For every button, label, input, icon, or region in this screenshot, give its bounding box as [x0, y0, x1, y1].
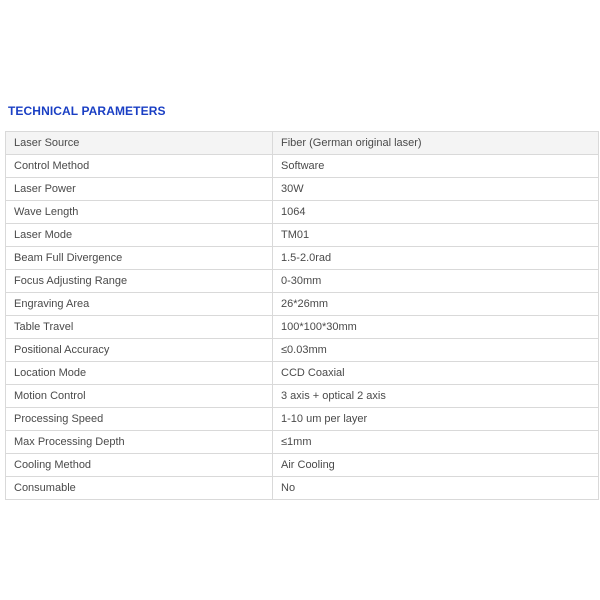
- param-label: Control Method: [6, 155, 273, 178]
- param-label: Cooling Method: [6, 454, 273, 477]
- param-label: Motion Control: [6, 385, 273, 408]
- param-value: Fiber (German original laser): [273, 132, 599, 155]
- param-value: 1-10 um per layer: [273, 408, 599, 431]
- param-label: Location Mode: [6, 362, 273, 385]
- table-row: [6, 155, 599, 178]
- param-label: Engraving Area: [6, 293, 273, 316]
- param-value: ≤1mm: [273, 431, 599, 454]
- table-row: [6, 201, 599, 224]
- param-value: CCD Coaxial: [273, 362, 599, 385]
- table-row: [6, 270, 599, 293]
- table-row: [6, 477, 599, 500]
- table-row: [6, 293, 599, 316]
- param-value: 1064: [273, 201, 599, 224]
- param-value: 30W: [273, 178, 599, 201]
- param-value: 26*26mm: [273, 293, 599, 316]
- table-row: [6, 224, 599, 247]
- param-label: Table Travel: [6, 316, 273, 339]
- technical-parameters-table: [5, 131, 599, 500]
- param-label: Wave Length: [6, 201, 273, 224]
- table-row: [6, 454, 599, 477]
- param-value: 100*100*30mm: [273, 316, 599, 339]
- param-value: TM01: [273, 224, 599, 247]
- param-value: Software: [273, 155, 599, 178]
- table-row: [6, 132, 599, 155]
- param-label: Beam Full Divergence: [6, 247, 273, 270]
- table-row: [6, 316, 599, 339]
- table-row: [6, 385, 599, 408]
- param-label: Positional Accuracy: [6, 339, 273, 362]
- param-label: Laser Power: [6, 178, 273, 201]
- table-row: [6, 339, 599, 362]
- param-value: ≤0.03mm: [273, 339, 599, 362]
- param-label: Focus Adjusting Range: [6, 270, 273, 293]
- table-row: [6, 408, 599, 431]
- param-value: No: [273, 477, 599, 500]
- param-label: Processing Speed: [6, 408, 273, 431]
- table-row: [6, 362, 599, 385]
- param-value: 3 axis + optical 2 axis: [273, 385, 599, 408]
- table-row: [6, 247, 599, 270]
- param-label: Consumable: [6, 477, 273, 500]
- param-label: Laser Mode: [6, 224, 273, 247]
- table-row: [6, 431, 599, 454]
- param-value: 0-30mm: [273, 270, 599, 293]
- section-title: TECHNICAL PARAMETERS: [8, 104, 166, 118]
- param-value: 1.5-2.0rad: [273, 247, 599, 270]
- param-value: Air Cooling: [273, 454, 599, 477]
- param-label: Max Processing Depth: [6, 431, 273, 454]
- table-row: [6, 178, 599, 201]
- param-label: Laser Source: [6, 132, 273, 155]
